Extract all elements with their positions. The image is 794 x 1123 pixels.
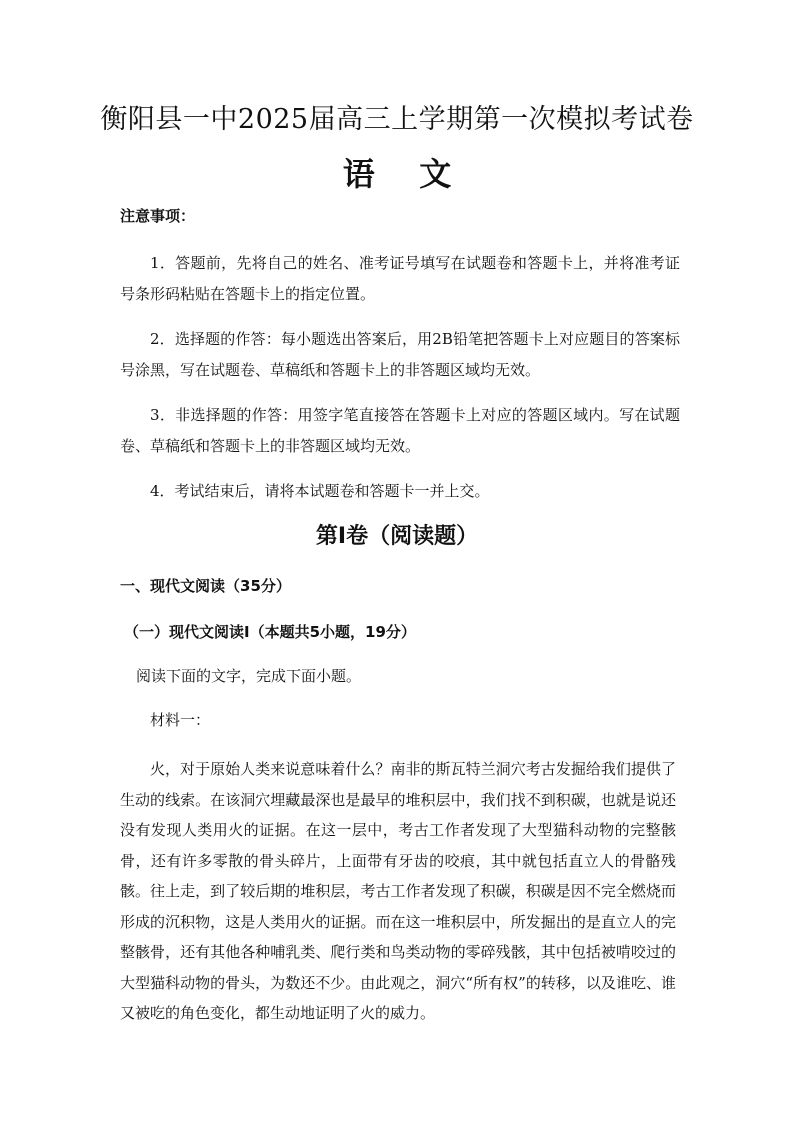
material-label: 材料一： (150, 711, 211, 729)
notice-item-2: 2．选择题的作答：每小题选出答案后，用2B铅笔把答题卡上对应题目的答案标号涂黑，写在试题卷、草稿纸和答题卡上的非答题区域均无效。 (120, 330, 680, 379)
volume-heading: 第Ⅰ卷（阅读题） (315, 524, 479, 549)
exam-title: 衡阳县一中2025届高三上学期第一次模拟考试卷 (100, 104, 694, 135)
notice-heading: 注意事项： (120, 207, 196, 225)
notice-item-3: 3．非选择题的作答：用签字笔直接答在答题卡上对应的答题区域内。写在试题卷、草稿纸和答题卡上的非答题区域均无效。 (120, 406, 680, 455)
passage-paragraph: 火，对于原始人类来说意味着什么？南非的斯瓦特兰洞穴考古发掘给我们提供了生动的线索。在该洞穴埋藏最深也是最早的堆积层中，我们找不到积碳，也就是说还没有发现人类用火的证据。在这一层中，考古工作者发现了大型猫科动物的完整骸骨，还有许多零散的骨头碎片，上面带有牙齿的咬痕，其中就包括直立人的骨骼残骸。往上走，到了较后期的堆积层，考古工作者发现了积碳，积碳是因不完全燃烧而形成的沉积物，这是人类用火的证据。而在这一堆积层中，所发掘出的是直立人的完整骸骨，还有其他各种哺乳类、爬行类和鸟类动物的零碎残骸，其中包括被啃咬过的大型猫科动物的骨头，为数还不少。由此观之，洞穴“所有权”的转移，以及谁吃、谁又被吃的角色变化，都生动地证明了火的威力。 (120, 760, 676, 1022)
subsection-heading: （一）现代文阅读Ⅰ（本题共5小题，19分） (124, 623, 416, 641)
reading-instruction: 阅读下面的文字，完成下面小题。 (136, 667, 362, 685)
section-heading: 一、现代文阅读（35分） (120, 577, 291, 595)
subject-title: 语 文 (342, 155, 452, 193)
notice-list (120, 248, 680, 521)
notice-item-1: 1．答题前，先将自己的姓名、准考证号填写在试题卷和答题卡上，并将准考证号条形码粘贴在答题卡上的指定位置。 (120, 254, 680, 303)
notice-item-4: 4．考试结束后，请将本试题卷和答题卡一并上交。 (150, 482, 490, 500)
